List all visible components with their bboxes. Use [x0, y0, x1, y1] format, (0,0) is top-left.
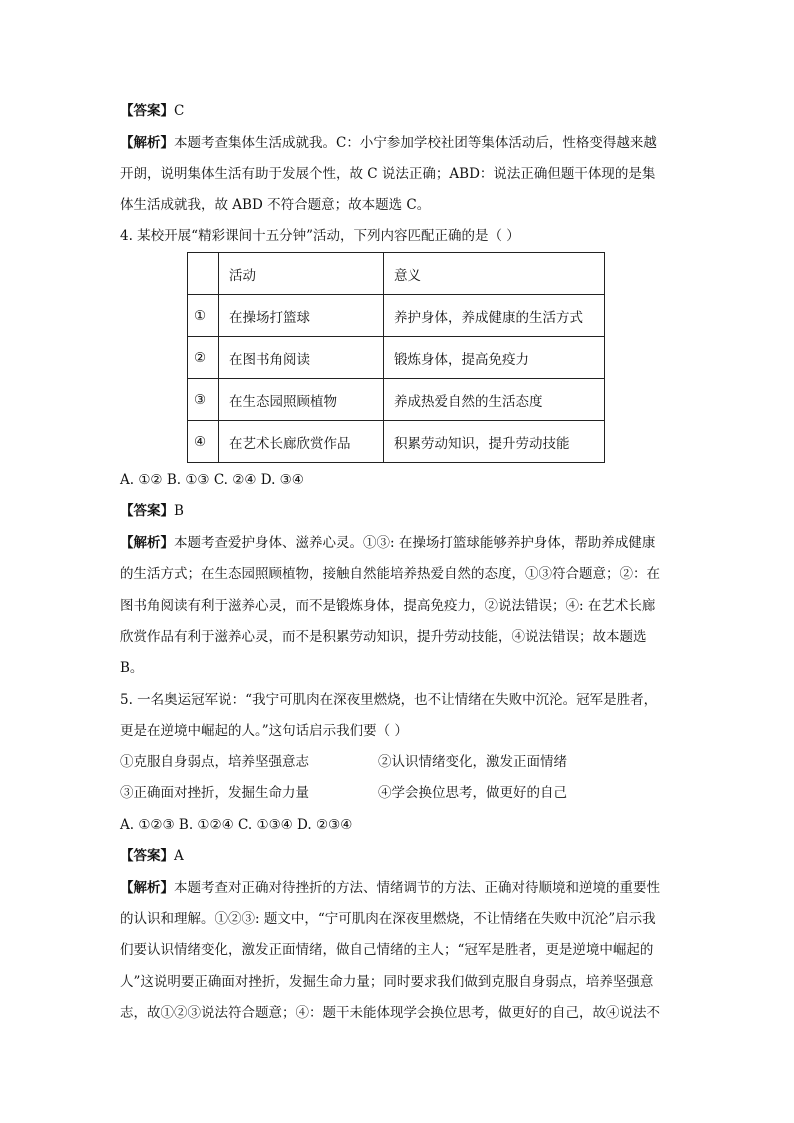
analysis-4-line-3: 图书角阅读有利于滋养心灵，而不是锻炼身体，提高免疫力，②说法错误；④: 在艺术长廊	[120, 598, 656, 614]
analysis-tag: 【解析】	[120, 135, 174, 151]
table-cell: ①	[188, 295, 219, 337]
table-header-row	[188, 253, 605, 295]
statement-item: ④学会换位思考，做更好的自己	[378, 785, 567, 801]
answer-5	[120, 846, 184, 866]
table-cell: 锻炼身体，提高免疫力	[384, 337, 605, 379]
table-cell: ④	[188, 421, 219, 463]
analysis-3-line-1: 【解析】本题考查集体生活成就我。C：小宁参加学校社团等集体活动后，性格变得越来越	[120, 135, 657, 151]
table-cell: 在操场打篮球	[219, 295, 384, 337]
analysis-tag: 【解析】	[120, 535, 174, 551]
analysis-4-line-1: 【解析】本题考查爱护身体、滋养心灵。①③: 在操场打篮球能够养护身体，帮助养成健康	[120, 535, 656, 551]
analysis-4-line-4: 欣赏作品有利于滋养心灵，而不是积累劳动知识，提升劳动技能，④说法错误；故本题选	[120, 629, 647, 645]
table-row	[188, 379, 605, 421]
analysis-5-line-1: 【解析】本题考查对正确对待挫折的方法、情绪调节的方法、正确对待顺境和逆境的重要性	[120, 880, 660, 896]
answer-3	[120, 101, 184, 121]
table-cell: ②	[188, 337, 219, 379]
question-5-items-row-2	[120, 783, 567, 803]
answer-4	[120, 501, 184, 521]
question-5-stem-line-1: 5. 一名奥运冠军说：“我宁可肌肉在深夜里燃烧，也不让情绪在失败中沉沦。冠军是胜者，	[120, 692, 658, 708]
question-4-stem: 4. 某校开展“精彩课间十五分钟”活动，下列内容匹配正确的是（ ）	[120, 228, 520, 244]
analysis-3-line-2: 开朗，说明集体生活有助于发展个性，故 C 说法正确；ABD：说法正确但题干体现的是集	[120, 166, 656, 182]
table-row	[188, 421, 605, 463]
statement-item: ①克服自身弱点，培养坚强意志	[120, 754, 309, 770]
answer-value: A	[174, 848, 184, 864]
analysis-5-line-2: 的认识和理解。①②③: 题文中，“宁可肌肉在深夜里燃烧，不让情绪在失败中沉沦”启示我	[120, 911, 656, 927]
answer-tag: 【答案】	[120, 848, 174, 864]
question-4-options: A. ①② B. ①③ C. ②④ D. ③④	[120, 472, 304, 488]
table-row	[188, 295, 605, 337]
table-cell: 在生态园照顾植物	[219, 379, 384, 421]
table-cell: 在艺术长廊欣赏作品	[219, 421, 384, 463]
table-cell: ③	[188, 379, 219, 421]
table-cell: 积累劳动知识，提升劳动技能	[384, 421, 605, 463]
analysis-5-line-3: 们要认识情绪变化，激发正面情绪，做自己情绪的主人；“冠军是胜者，更是逆境中崛起的	[120, 942, 654, 958]
analysis-4-line-2: 的生活方式；在生态园照顾植物，接触自然能培养热爱自然的态度，①③符合题意；②：在	[120, 566, 660, 582]
table-cell: 养护身体，养成健康的生活方式	[384, 295, 605, 337]
statement-item: ③正确面对挫折，发掘生命力量	[120, 785, 309, 801]
answer-value: B	[174, 503, 184, 519]
answer-tag: 【答案】	[120, 503, 174, 519]
question-5-items-row-1	[120, 752, 567, 772]
analysis-tag: 【解析】	[120, 880, 174, 896]
analysis-5-line-5: 志，故①②③说法符合题意；④：题干未能体现学会换位思考，做更好的自己，故④说法不	[120, 1005, 660, 1021]
question-4-table	[187, 252, 605, 463]
question-5-options: A. ①②③ B. ①②④ C. ①③④ D. ②③④	[120, 817, 353, 833]
table-header-cell: 活动	[219, 253, 384, 295]
answer-value: C	[174, 103, 185, 119]
statement-item: ②认识情绪变化，激发正面情绪	[378, 754, 567, 770]
table-row	[188, 337, 605, 379]
analysis-5-line-4: 人”这说明要正确面对挫折，发掘生命力量；同时要求我们做到克服自身弱点，培养坚强意	[120, 974, 654, 990]
table-header-cell	[188, 253, 219, 295]
analysis-3-line-3: 体生活成就我，故 ABD 不符合题意；故本题选 C。	[120, 197, 431, 213]
answer-tag: 【答案】	[120, 103, 174, 119]
table-cell: 在图书角阅读	[219, 337, 384, 379]
analysis-4-line-5: B。	[120, 660, 144, 676]
table-cell: 养成热爱自然的生活态度	[384, 379, 605, 421]
question-5-stem-line-2: 更是在逆境中崛起的人。”这句话启示我们要（ ）	[120, 723, 408, 739]
table-header-cell: 意义	[384, 253, 605, 295]
